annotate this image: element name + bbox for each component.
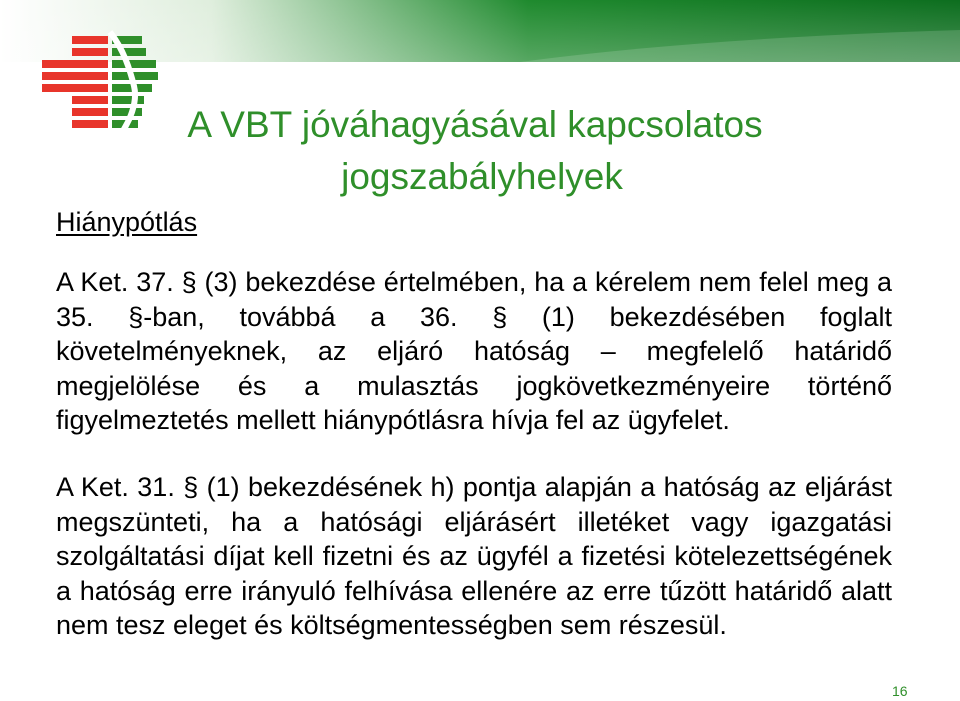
slide-title-line-2: jogszabályhelyek [341, 156, 623, 197]
paragraph-ket-37: A Ket. 37. § (3) bekezdése értelmében, ha a kérelem nem felel meg a 35. §-ban, továbbá a 36. § (1) bekezdésében foglalt követelményeknek, az eljáró hatóság – megfelelő határidő megjelölése és a mulasztás jogkövetkezményeire történő figyelmeztetés mellett hiánypótlásra hívja fel az ügyfelet. [56, 267, 892, 435]
paragraph-ket-31: A Ket. 31. § (1) bekezdésének h) pontja alapján a hatóság az eljárást megszünteti, ha a hatósági eljárásért illetéket vagy igazgatási szolgáltatási díjat kell fizetni és az ügyfél a fizetési kötelezettségének a hatóság erre irányuló felhívása ellenére az erre tűzött határidő alatt nem tesz eleget és költségmentességben sem részesül. [56, 472, 892, 640]
section-heading: Hiánypótlás [56, 207, 198, 237]
page-number: 16 [892, 683, 908, 699]
slide-title-line-1: A VBT jóváhagyásával kapcsolatos [187, 104, 763, 145]
